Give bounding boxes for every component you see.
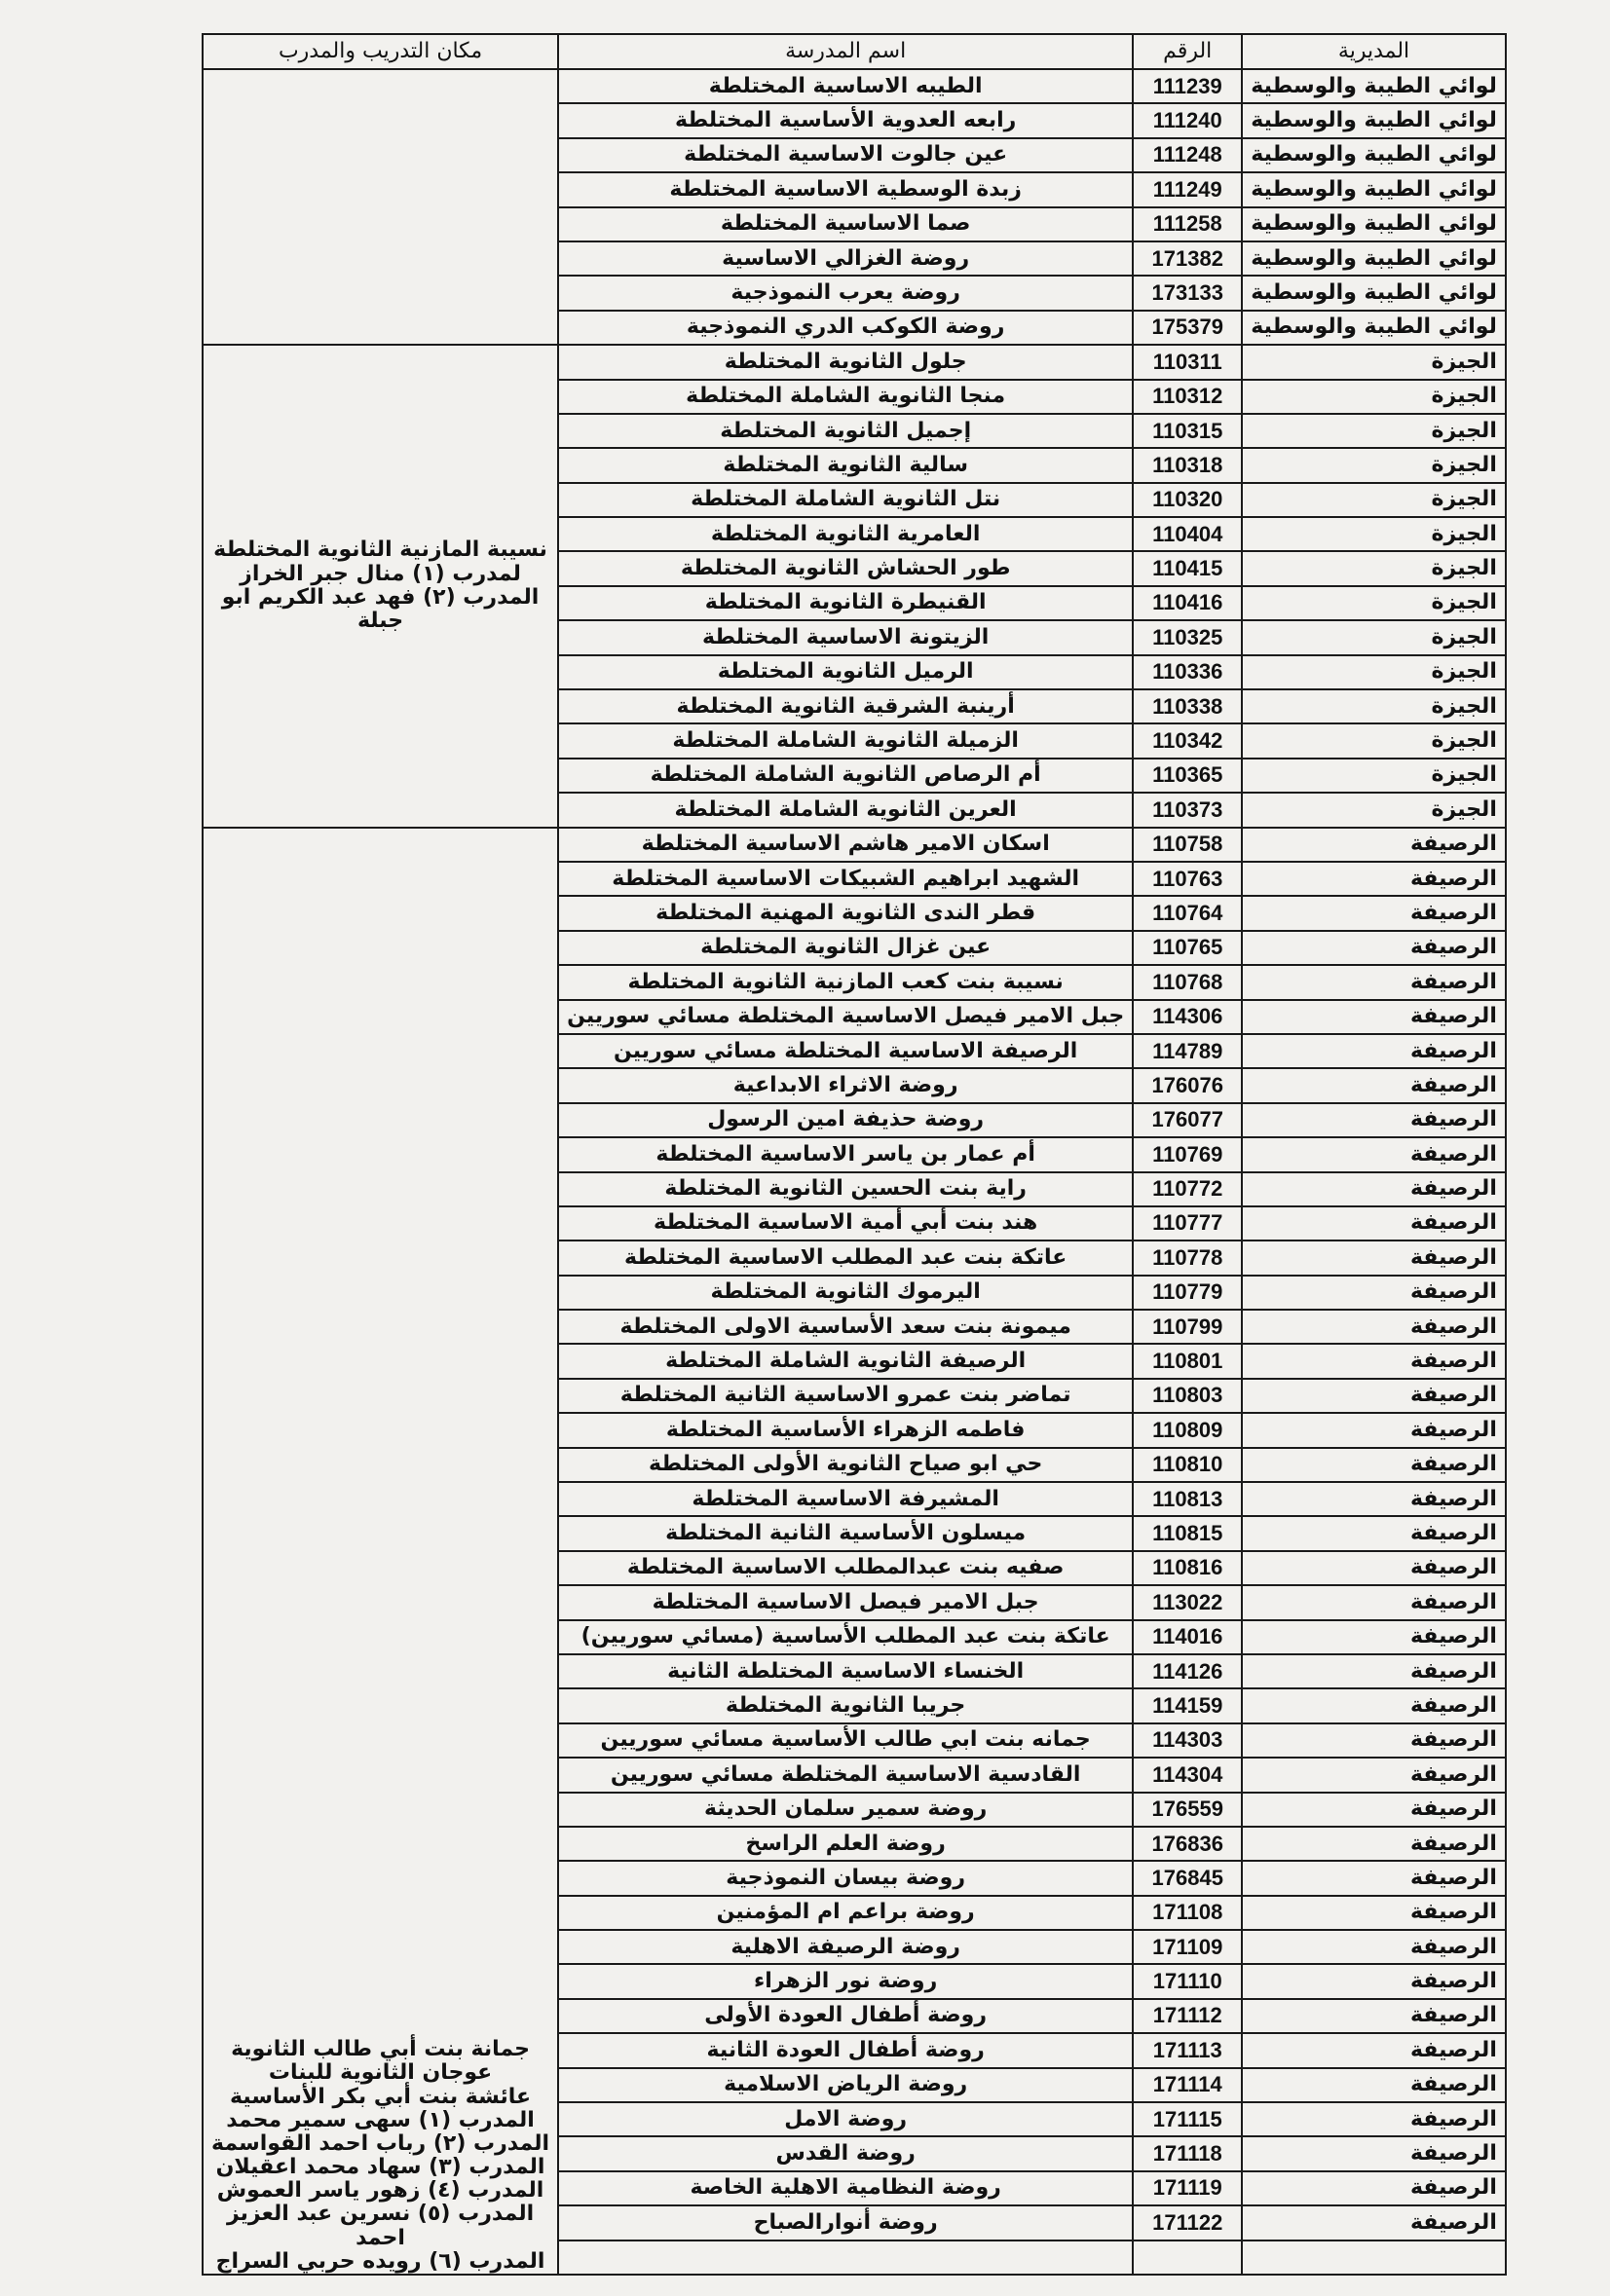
school-number-cell: 114126: [1133, 1654, 1242, 1688]
school-number-cell: 171108: [1133, 1896, 1242, 1930]
training-place-line: لمدرب (١) منال جبر الخراز: [240, 561, 521, 586]
school-number-cell: 175379: [1133, 311, 1242, 345]
school-number-cell: 171122: [1133, 2205, 1242, 2240]
school-name-cell: العامرية الثانوية المختلطة: [558, 517, 1133, 551]
school-name-cell: القادسية الاساسية المختلطة مسائي سوريين: [558, 1758, 1133, 1792]
school-name-cell: [558, 2240, 1133, 2275]
school-name-cell: اليرموك الثانوية المختلطة: [558, 1276, 1133, 1310]
directorate-cell: [1242, 2240, 1506, 2275]
training-place-line: المدرب (٦) رويده حربي السراج: [215, 2248, 545, 2274]
school-number-cell: 110810: [1133, 1448, 1242, 1482]
school-number-cell: 114306: [1133, 1000, 1242, 1034]
school-name-cell: قطر الندى الثانوية المهنية المختلطة: [558, 896, 1133, 930]
directorate-cell: الجيزة: [1242, 586, 1506, 620]
school-name-cell: جبل الامير فيصل الاساسية المختلطة مسائي سوريين: [558, 1000, 1133, 1034]
directorate-cell: الرصيفة: [1242, 1758, 1506, 1792]
school-number-cell: 113022: [1133, 1585, 1242, 1619]
school-name-cell: روضة القدس: [558, 2136, 1133, 2170]
school-number-cell: 110338: [1133, 689, 1242, 723]
school-name-cell: تماضر بنت عمرو الاساسية الثانية المختلطة: [558, 1379, 1133, 1413]
header-row: [203, 34, 1506, 69]
directorate-cell: لوائي الطيبة والوسطية: [1242, 276, 1506, 310]
school-name-cell: نسيبة بنت كعب المازنية الثانوية المختلطة: [558, 965, 1133, 999]
training-place-line: نسيبة المازنية الثانوية المختلطة: [213, 537, 547, 563]
directorate-cell: الرصيفة: [1242, 1723, 1506, 1758]
school-number-cell: 110365: [1133, 759, 1242, 793]
directorate-cell: لوائي الطيبة والوسطية: [1242, 69, 1506, 103]
school-name-cell: روضة الاثراء الابداعية: [558, 1068, 1133, 1102]
school-name-cell: طور الحشاش الثانوية المختلطة: [558, 551, 1133, 585]
school-name-cell: ميسلون الأساسية الثانية المختلطة: [558, 1516, 1133, 1550]
school-name-cell: الطيبه الاساسية المختلطة: [558, 69, 1133, 103]
school-name-cell: صما الاساسية المختلطة: [558, 207, 1133, 241]
school-name-cell: عين غزال الثانوية المختلطة: [558, 931, 1133, 965]
school-name-cell: الرصيفة الاساسية المختلطة مسائي سوريين: [558, 1034, 1133, 1068]
directorate-cell: الجيزة: [1242, 517, 1506, 551]
directorate-cell: الرصيفة: [1242, 1964, 1506, 1998]
school-name-cell: روضة براعم ام المؤمنين: [558, 1896, 1133, 1930]
school-number-cell: 114016: [1133, 1620, 1242, 1654]
header-school: اسم المدرسة: [558, 34, 1133, 69]
header-place: مكان التدريب والمدرب: [203, 34, 558, 69]
school-name-cell: فاطمه الزهراء الأساسية المختلطة: [558, 1413, 1133, 1447]
school-number-cell: 110816: [1133, 1551, 1242, 1585]
directorate-cell: الرصيفة: [1242, 1000, 1506, 1034]
directorate-cell: الرصيفة: [1242, 2102, 1506, 2136]
directorate-cell: الجيزة: [1242, 689, 1506, 723]
directorate-cell: الجيزة: [1242, 345, 1506, 379]
training-place-line: المدرب (٤) زهور ياسر العموش: [216, 2178, 544, 2203]
school-name-cell: روضة النظامية الاهلية الخاصة: [558, 2171, 1133, 2205]
school-number-cell: 110318: [1133, 448, 1242, 482]
school-number-cell: 176076: [1133, 1068, 1242, 1102]
school-number-cell: 171114: [1133, 2068, 1242, 2102]
directorate-cell: الرصيفة: [1242, 1172, 1506, 1206]
school-number-cell: 110312: [1133, 380, 1242, 414]
school-number-cell: 171109: [1133, 1930, 1242, 1964]
table-row: [203, 345, 1506, 379]
school-name-cell: عاتكة بنت عبد المطلب الاساسية المختلطة: [558, 1241, 1133, 1275]
directorate-cell: الرصيفة: [1242, 2068, 1506, 2102]
school-name-cell: الرصيفة الثانوية الشاملة المختلطة: [558, 1344, 1133, 1378]
school-name-cell: روضة يعرب النموذجية: [558, 276, 1133, 310]
school-name-cell: الخنساء الاساسية المختلطة الثانية: [558, 1654, 1133, 1688]
school-number-cell: 176559: [1133, 1793, 1242, 1827]
school-name-cell: العرين الثانوية الشاملة المختلطة: [558, 793, 1133, 827]
school-name-cell: القنيطرة الثانوية المختلطة: [558, 586, 1133, 620]
school-number-cell: 111249: [1133, 172, 1242, 206]
school-name-cell: جمانه بنت ابي طالب الأساسية مسائي سوريين: [558, 1723, 1133, 1758]
school-name-cell: اسكان الامير هاشم الاساسية المختلطة: [558, 828, 1133, 862]
school-number-cell: 171119: [1133, 2171, 1242, 2205]
directorate-cell: لوائي الطيبة والوسطية: [1242, 207, 1506, 241]
directorate-cell: الرصيفة: [1242, 1688, 1506, 1722]
school-name-cell: أرينبة الشرقية الثانوية المختلطة: [558, 689, 1133, 723]
directorate-cell: لوائي الطيبة والوسطية: [1242, 311, 1506, 345]
school-name-cell: منجا الثانوية الشاملة المختلطة: [558, 380, 1133, 414]
school-name-cell: روضة الكوكب الدري النموذجية: [558, 311, 1133, 345]
directorate-cell: الرصيفة: [1242, 1930, 1506, 1964]
directorate-cell: الرصيفة: [1242, 1310, 1506, 1344]
directorate-cell: الرصيفة: [1242, 1137, 1506, 1171]
school-number-cell: 110764: [1133, 896, 1242, 930]
directorate-cell: الرصيفة: [1242, 2205, 1506, 2240]
training-place-line: احمد: [356, 2225, 405, 2250]
training-place-line: المدرب (٢) رباب احمد القواسمة: [211, 2130, 550, 2156]
directorate-cell: الجيزة: [1242, 483, 1506, 517]
table-body: [203, 69, 1506, 2275]
school-name-cell: روضة الامل: [558, 2102, 1133, 2136]
school-name-cell: أم الرصاص الثانوية الشاملة المختلطة: [558, 759, 1133, 793]
directorate-cell: الرصيفة: [1242, 1413, 1506, 1447]
school-name-cell: رابعه العدوية الأساسية المختلطة: [558, 103, 1133, 137]
school-number-cell: 176845: [1133, 1861, 1242, 1895]
directorate-cell: الرصيفة: [1242, 1827, 1506, 1861]
school-number-cell: 110373: [1133, 793, 1242, 827]
directorate-cell: الجيزة: [1242, 723, 1506, 758]
school-number-cell: 111248: [1133, 138, 1242, 172]
school-name-cell: راية بنت الحسين الثانوية المختلطة: [558, 1172, 1133, 1206]
school-name-cell: حي ابو صياح الثانوية الأولى المختلطة: [558, 1448, 1133, 1482]
directorate-cell: الرصيفة: [1242, 1379, 1506, 1413]
school-name-cell: نتل الثانوية الشاملة المختلطة: [558, 483, 1133, 517]
training-place-cell: [203, 345, 558, 827]
school-number-cell: 111239: [1133, 69, 1242, 103]
school-name-cell: روضة الرياض الاسلامية: [558, 2068, 1133, 2102]
directorate-cell: الرصيفة: [1242, 1206, 1506, 1241]
school-name-cell: الشهيد ابراهيم الشبيكات الاساسية المختلطة: [558, 862, 1133, 896]
training-place-line: المدرب (٥) نسرين عبد العزيز: [226, 2202, 535, 2227]
schools-table: [202, 33, 1507, 2276]
directorate-cell: الرصيفة: [1242, 1448, 1506, 1482]
directorate-cell: الرصيفة: [1242, 1620, 1506, 1654]
school-number-cell: 114159: [1133, 1688, 1242, 1722]
directorate-cell: الرصيفة: [1242, 1241, 1506, 1275]
school-number-cell: 110758: [1133, 828, 1242, 862]
school-number-cell: 110813: [1133, 1482, 1242, 1516]
directorate-cell: الرصيفة: [1242, 1861, 1506, 1895]
directorate-cell: الجيزة: [1242, 380, 1506, 414]
school-name-cell: عاتكة بنت عبد المطلب الأساسية (مسائي سوريين): [558, 1620, 1133, 1654]
directorate-cell: الرصيفة: [1242, 1516, 1506, 1550]
directorate-cell: الجيزة: [1242, 448, 1506, 482]
school-number-cell: 173133: [1133, 276, 1242, 310]
school-name-cell: روضة نور الزهراء: [558, 1964, 1133, 1998]
training-place-line: المدرب (٢) فهد عبد الكريم ابو: [221, 584, 540, 610]
school-number-cell: 110342: [1133, 723, 1242, 758]
directorate-cell: الرصيفة: [1242, 862, 1506, 896]
directorate-cell: الرصيفة: [1242, 1551, 1506, 1585]
school-number-cell: 176077: [1133, 1103, 1242, 1137]
directorate-cell: الرصيفة: [1242, 1103, 1506, 1137]
directorate-cell: الرصيفة: [1242, 1585, 1506, 1619]
school-name-cell: أم عمار بن ياسر الاساسية المختلطة: [558, 1137, 1133, 1171]
header-number: الرقم: [1133, 34, 1242, 69]
school-number-cell: 114303: [1133, 1723, 1242, 1758]
school-number-cell: 110765: [1133, 931, 1242, 965]
school-number-cell: 110415: [1133, 551, 1242, 585]
school-name-cell: روضة أطفال العودة الأولى: [558, 1999, 1133, 2033]
school-number-cell: 110778: [1133, 1241, 1242, 1275]
directorate-cell: الجيزة: [1242, 551, 1506, 585]
directorate-cell: الرصيفة: [1242, 2033, 1506, 2067]
school-number-cell: 114789: [1133, 1034, 1242, 1068]
school-number-cell: 176836: [1133, 1827, 1242, 1861]
school-number-cell: 110801: [1133, 1344, 1242, 1378]
training-place-line: المدرب (١) سهى سمير محمد: [226, 2107, 535, 2132]
school-number-cell: 110768: [1133, 965, 1242, 999]
school-number-cell: 110769: [1133, 1137, 1242, 1171]
directorate-cell: الجيزة: [1242, 759, 1506, 793]
training-place-cell: [203, 69, 558, 345]
school-name-cell: ميمونة بنت سعد الأساسية الاولى المختلطة: [558, 1310, 1133, 1344]
directorate-cell: الرصيفة: [1242, 1999, 1506, 2033]
directorate-cell: الرصيفة: [1242, 1068, 1506, 1102]
directorate-cell: الرصيفة: [1242, 965, 1506, 999]
school-number-cell: 110404: [1133, 517, 1242, 551]
directorate-cell: الرصيفة: [1242, 931, 1506, 965]
school-number-cell: 110803: [1133, 1379, 1242, 1413]
table-row: [203, 69, 1506, 103]
school-number-cell: 110336: [1133, 655, 1242, 689]
school-name-cell: صفيه بنت عبدالمطلب الاساسية المختلطة: [558, 1551, 1133, 1585]
school-name-cell: روضة الرصيفة الاهلية: [558, 1930, 1133, 1964]
school-number-cell: 171113: [1133, 2033, 1242, 2067]
school-number-cell: 110416: [1133, 586, 1242, 620]
school-number-cell: 114304: [1133, 1758, 1242, 1792]
school-number-cell: 171115: [1133, 2102, 1242, 2136]
school-number-cell: 110763: [1133, 862, 1242, 896]
school-name-cell: روضة أطفال العودة الثانية: [558, 2033, 1133, 2067]
school-number-cell: [1133, 2240, 1242, 2275]
school-name-cell: زبدة الوسطية الاساسية المختلطة: [558, 172, 1133, 206]
directorate-cell: لوائي الطيبة والوسطية: [1242, 241, 1506, 276]
directorate-cell: الرصيفة: [1242, 896, 1506, 930]
school-name-cell: جلول الثانوية المختلطة: [558, 345, 1133, 379]
directorate-cell: الجيزة: [1242, 793, 1506, 827]
school-name-cell: جبل الامير فيصل الاساسية المختلطة: [558, 1585, 1133, 1619]
training-place-line: عائشة بنت أبي بكر الأساسية: [230, 2084, 532, 2109]
school-number-cell: 110777: [1133, 1206, 1242, 1241]
school-number-cell: 111240: [1133, 103, 1242, 137]
directorate-cell: الرصيفة: [1242, 1034, 1506, 1068]
table-row: [203, 828, 1506, 862]
school-number-cell: 171112: [1133, 1999, 1242, 2033]
directorate-cell: الرصيفة: [1242, 1896, 1506, 1930]
school-name-cell: المشيرفة الاساسية المختلطة: [558, 1482, 1133, 1516]
header-directorate: المديرية: [1242, 34, 1506, 69]
directorate-cell: لوائي الطيبة والوسطية: [1242, 138, 1506, 172]
school-number-cell: 111258: [1133, 207, 1242, 241]
directorate-cell: لوائي الطيبة والوسطية: [1242, 103, 1506, 137]
school-number-cell: 171110: [1133, 1964, 1242, 1998]
school-name-cell: روضة حذيفة امين الرسول: [558, 1103, 1133, 1137]
school-name-cell: عين جالوت الاساسية المختلطة: [558, 138, 1133, 172]
directorate-cell: الرصيفة: [1242, 1344, 1506, 1378]
school-name-cell: روضة العلم الراسخ: [558, 1827, 1133, 1861]
school-name-cell: هند بنت أبي أمية الاساسية المختلطة: [558, 1206, 1133, 1241]
directorate-cell: الجيزة: [1242, 655, 1506, 689]
school-name-cell: إجميل الثانوية المختلطة: [558, 414, 1133, 448]
school-name-cell: روضة أنوارالصباح: [558, 2205, 1133, 2240]
training-place-line: عوجان الثانوية للبنات: [268, 2060, 493, 2086]
training-place-line: المدرب (٣) سهاد محمد اعقيلان: [215, 2155, 545, 2180]
school-number-cell: 110311: [1133, 345, 1242, 379]
school-number-cell: 110325: [1133, 620, 1242, 654]
directorate-cell: الرصيفة: [1242, 828, 1506, 862]
directorate-cell: الرصيفة: [1242, 2171, 1506, 2205]
school-number-cell: 110799: [1133, 1310, 1242, 1344]
school-name-cell: جريبا الثانوية المختلطة: [558, 1688, 1133, 1722]
directorate-cell: الرصيفة: [1242, 2136, 1506, 2170]
training-place-cell: [203, 828, 558, 2275]
school-number-cell: 171382: [1133, 241, 1242, 276]
school-name-cell: الرميل الثانوية المختلطة: [558, 655, 1133, 689]
directorate-cell: الرصيفة: [1242, 1654, 1506, 1688]
school-number-cell: 110315: [1133, 414, 1242, 448]
school-name-cell: الزيتونة الاساسية المختلطة: [558, 620, 1133, 654]
school-number-cell: 110320: [1133, 483, 1242, 517]
school-number-cell: 110779: [1133, 1276, 1242, 1310]
directorate-cell: لوائي الطيبة والوسطية: [1242, 172, 1506, 206]
school-name-cell: روضة الغزالي الاساسية: [558, 241, 1133, 276]
school-number-cell: 110809: [1133, 1413, 1242, 1447]
school-name-cell: سالية الثانوية المختلطة: [558, 448, 1133, 482]
directorate-cell: الجيزة: [1242, 414, 1506, 448]
school-name-cell: روضة سمير سلمان الحديثة: [558, 1793, 1133, 1827]
school-number-cell: 171118: [1133, 2136, 1242, 2170]
school-number-cell: 110815: [1133, 1516, 1242, 1550]
school-name-cell: روضة بيسان النموذجية: [558, 1861, 1133, 1895]
directorate-cell: الرصيفة: [1242, 1793, 1506, 1827]
school-number-cell: 110772: [1133, 1172, 1242, 1206]
directorate-cell: الرصيفة: [1242, 1482, 1506, 1516]
directorate-cell: الرصيفة: [1242, 1276, 1506, 1310]
school-name-cell: الزميلة الثانوية الشاملة المختلطة: [558, 723, 1133, 758]
directorate-cell: الجيزة: [1242, 620, 1506, 654]
training-place-line: جمانة بنت أبي طالب الثانوية: [231, 2037, 530, 2062]
training-place-line: جبلة: [356, 609, 404, 634]
